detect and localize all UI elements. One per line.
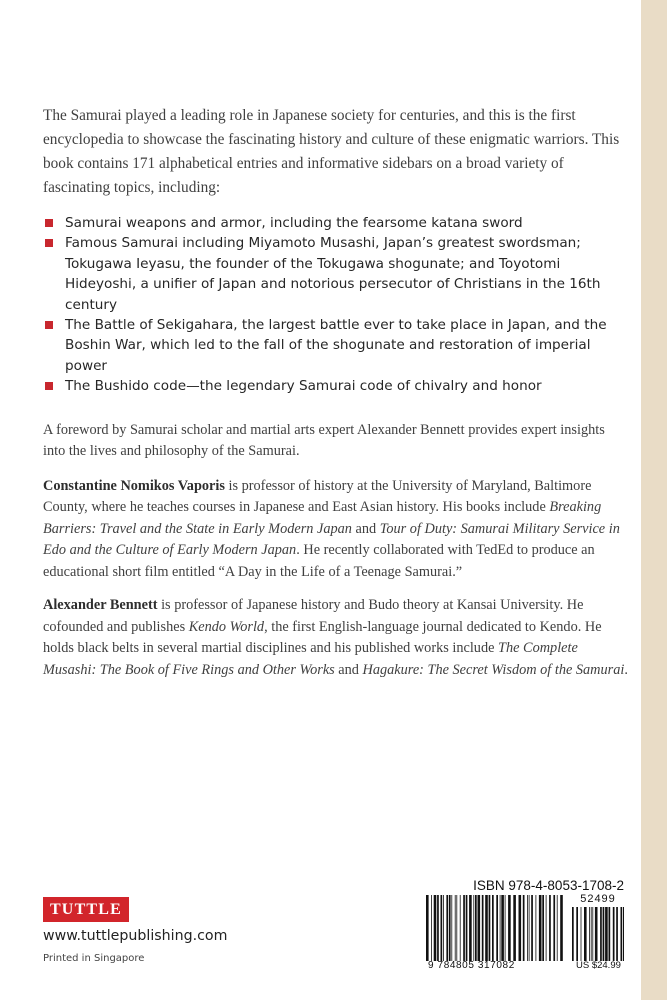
ean-barcode-icon: [426, 895, 564, 961]
publisher-website[interactable]: www.tuttlepublishing.com: [43, 928, 228, 944]
bennett-bio: Alexander Bennett is professor of Japanese history and Budo theory at Kansai University. He cofounded and publishes Kendo World, the first English-language journal dedicated to Kendo. He holds black belts in several martial disciplines and his published works include The Complete Musashi: The Book of Five Rings and Other Works and Hagakure: The Secret Wisdom of the Samurai.: [43, 597, 628, 678]
printed-in-note: Printed in Singapore: [43, 953, 145, 964]
bullet-square-icon: [45, 321, 53, 329]
spine-edge-strip: [641, 0, 667, 1000]
author-name: Constantine Nomikos Vaporis: [43, 477, 225, 494]
bullet-item: Famous Samurai including Miyamoto Musashi, Japan’s greatest swordsman; Tokugawa Ieyasu, the founder of the Tokugawa shogunate; and Toyotomi Hideyoshi, a unifier of Japan and notorious persecutor of Christians in the 16th century: [43, 233, 628, 315]
foreword-paragraph: A foreword by Samurai scholar and martial arts expert Alexander Bennett provides expert insights into the lives and philosophy of the Samurai.: [43, 421, 605, 460]
bullet-square-icon: [45, 382, 53, 390]
bullet-item: The Battle of Sekigahara, the largest battle ever to take place in Japan, and the Boshin War, which led to the fall of the shogunate and restoration of imperial power: [43, 315, 628, 376]
vaporis-bio: Constantine Nomikos Vaporis is professor of history at the University of Maryland, Baltimore County, where he teaches courses in Japanese and East Asian history. His books include Breaking Barriers: Travel and the State in Early Modern Japan and Tour of Duty: Samurai Military Service in Edo and the Culture of Early Modern Japan. He recently collaborated with TedEd to produce an educational short film entitled “A Day in the Life of a Teenage Samurai.”: [43, 477, 620, 580]
journal-title: Kendo World: [188, 618, 265, 635]
author-name: Alexander Bennett: [43, 597, 158, 614]
topic-bullet-list: [43, 213, 628, 397]
isbn-barcode: [426, 878, 626, 972]
bullet-item: The Bushido code—the legendary Samurai code of chivalry and honor: [43, 376, 628, 396]
book-title: Tour of Duty: Samurai Military Service in Edo and the Culture of Early Modern Japan: [43, 520, 620, 559]
book-title: Breaking Barriers: Travel and the State in Early Modern Japan: [43, 499, 602, 537]
barcode-digits: 9 784805 317082: [428, 960, 515, 971]
isbn-number: ISBN 978-4-8053-1708-2: [473, 878, 624, 893]
bullet-square-icon: [45, 239, 53, 247]
price-code: 52499: [580, 893, 616, 905]
back-cover-text: [43, 104, 628, 681]
tuttle-logo: TUTTLE: [43, 897, 129, 922]
book-title: The Complete Musashi: The Book of Five Rings and Other Works: [43, 640, 578, 678]
price-barcode-icon: [572, 907, 624, 961]
cover-price: US $24.99: [576, 960, 621, 971]
book-title: Hagakure: The Secret Wisdom of the Samurai: [362, 661, 625, 678]
intro-paragraph: The Samurai played a leading role in Japanese society for centuries, and this is the first encyclopedia to showcase the fascinating history and culture of these enigmatic warriors. This book contains 171 alphabetical entries and informative sidebars on a broad variety of fascinating topics, including:: [43, 107, 620, 196]
bullet-item: Samurai weapons and armor, including the fearsome katana sword: [43, 213, 628, 233]
bullet-square-icon: [45, 219, 53, 227]
